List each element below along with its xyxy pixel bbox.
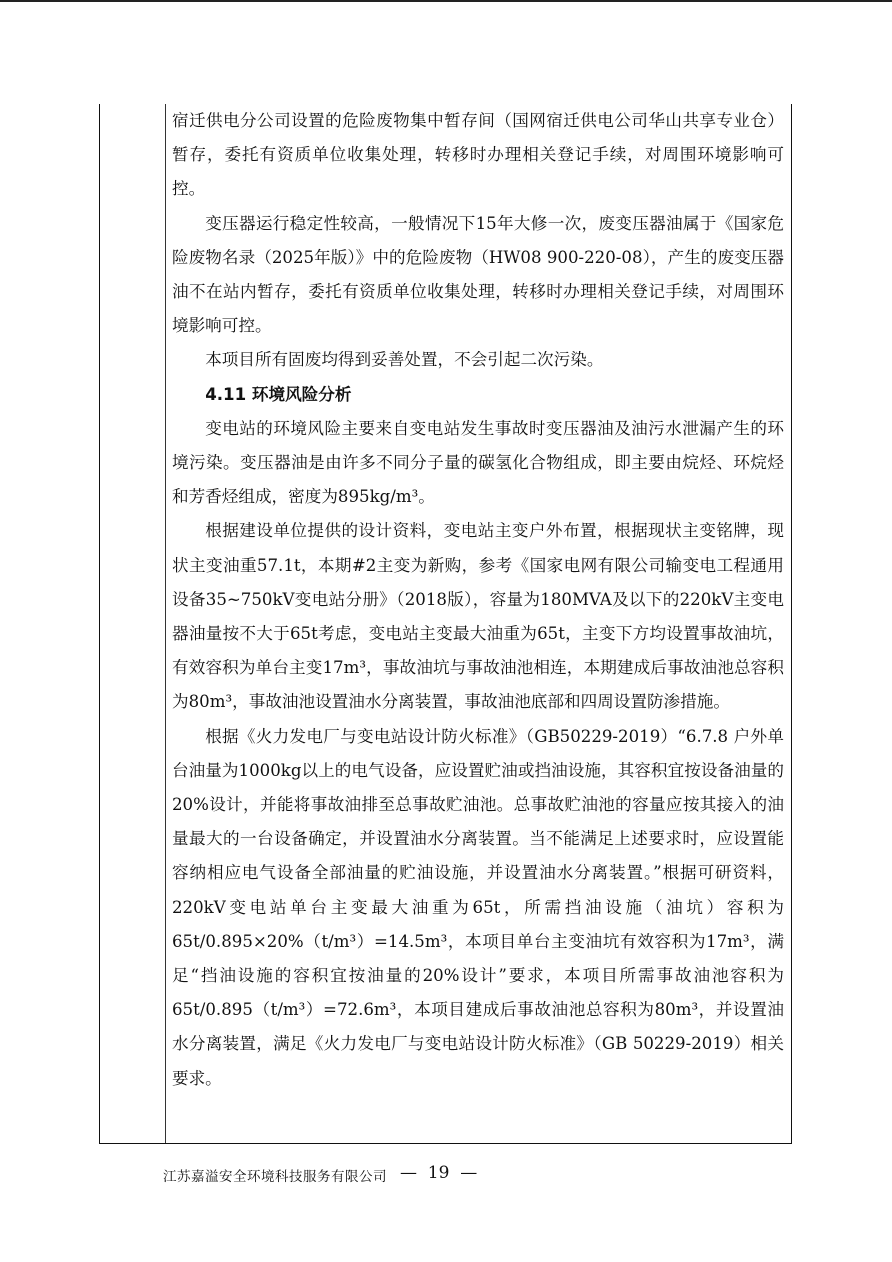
page-number: — 19 — (400, 1163, 478, 1183)
paragraph-solid-waste: 本项目所有固废均得到妥善处置，不会引起二次污染。 (205, 350, 604, 370)
paragraph-design-data: 根据建设单位提供的设计资料，变电站主变户外布置，根据现状主变铭牌，现状主变油重57.1t，本期#2主变为新购，参考《国家电网有限公司输变电工程通用设备35~750kV变电站分册》（2018版），容量为180MVA及以下的220kV主变电器油量按不大于65t考虑，变电站主变最大油重为65t，主变下方均设置事故油坑，有效容积为单台主变17m³，事故油坑与事故油池相连，本期建成后事故油池总容积为80m³，事故油池设置油水分离装置，事故油池底部和四周设置防渗措施。 (172, 521, 784, 712)
top-rule (0, 0, 892, 2)
section-heading: 4.11 环境风险分析 (205, 384, 352, 404)
page-footer (0, 1163, 892, 1191)
paragraph-fire-standard: 根据《火力发电厂与变电站设计防火标准》（GB50229-2019）“6.7.8 户外单台油量为1000kg以上的电气设备，应设置贮油或挡油设施，其容积宜按设备油量的20%设计，并能将事故油排至总事故贮油池。总事故贮油池的容量应按其接入的油量最大的一台设备确定，并设置油水分离装置。当不能满足上述要求时，应设置能容纳相应电气设备全部油量的贮油设施，并设置油水分离装置。”根据可研资料，220kV变电站单台主变最大油重为65t，所需挡油设施（油坑）容积为65t/0.895×20%（t/m³）=14.5m³，本项目单台主变油坑有效容积为17m³，满足“挡油设施的容积宜按油量的20%设计”要求，本项目所需事故油池容积为65t/0.895（t/m³）=72.6m³，本项目建成后事故油池总容积为80m³，并设置油水分离装置，满足《火力发电厂与变电站设计防火标准》（GB 50229-2019）相关要求。 (172, 726, 784, 1088)
paragraph-risk-source: 变电站的环境风险主要来自变电站发生事故时变压器油及油污水泄漏产生的环境污染。变压器油是由许多不同分子量的碳氢化合物组成，即主要由烷烃、环烷烃和芳香烃组成，密度为895kg/m³。 (172, 418, 784, 507)
footer-company: 江苏嘉溢安全环境科技服务有限公司 (163, 1169, 387, 1185)
paragraph-continuation: 宿迁供电分公司设置的危险废物集中暂存间（国网宿迁供电公司华山共享专业仓）暂存，委托有资质单位收集处理，转移时办理相关登记手续，对周围环境影响可控。 (172, 111, 784, 199)
table-frame (99, 104, 792, 1144)
paragraph-transformer-oil: 变压器运行稳定性较高，一般情况下15年大修一次，废变压器油属于《国家危险废物名录（2025年版）》中的危险废物（HW08 900-220-08），产生的废变压器油不在站内暂存，委托有资质单位收集处理，转移时办理相关登记手续，对周围环境影响可控。 (172, 213, 784, 336)
table-left-column (100, 104, 166, 1143)
table-content-cell (172, 104, 784, 1096)
